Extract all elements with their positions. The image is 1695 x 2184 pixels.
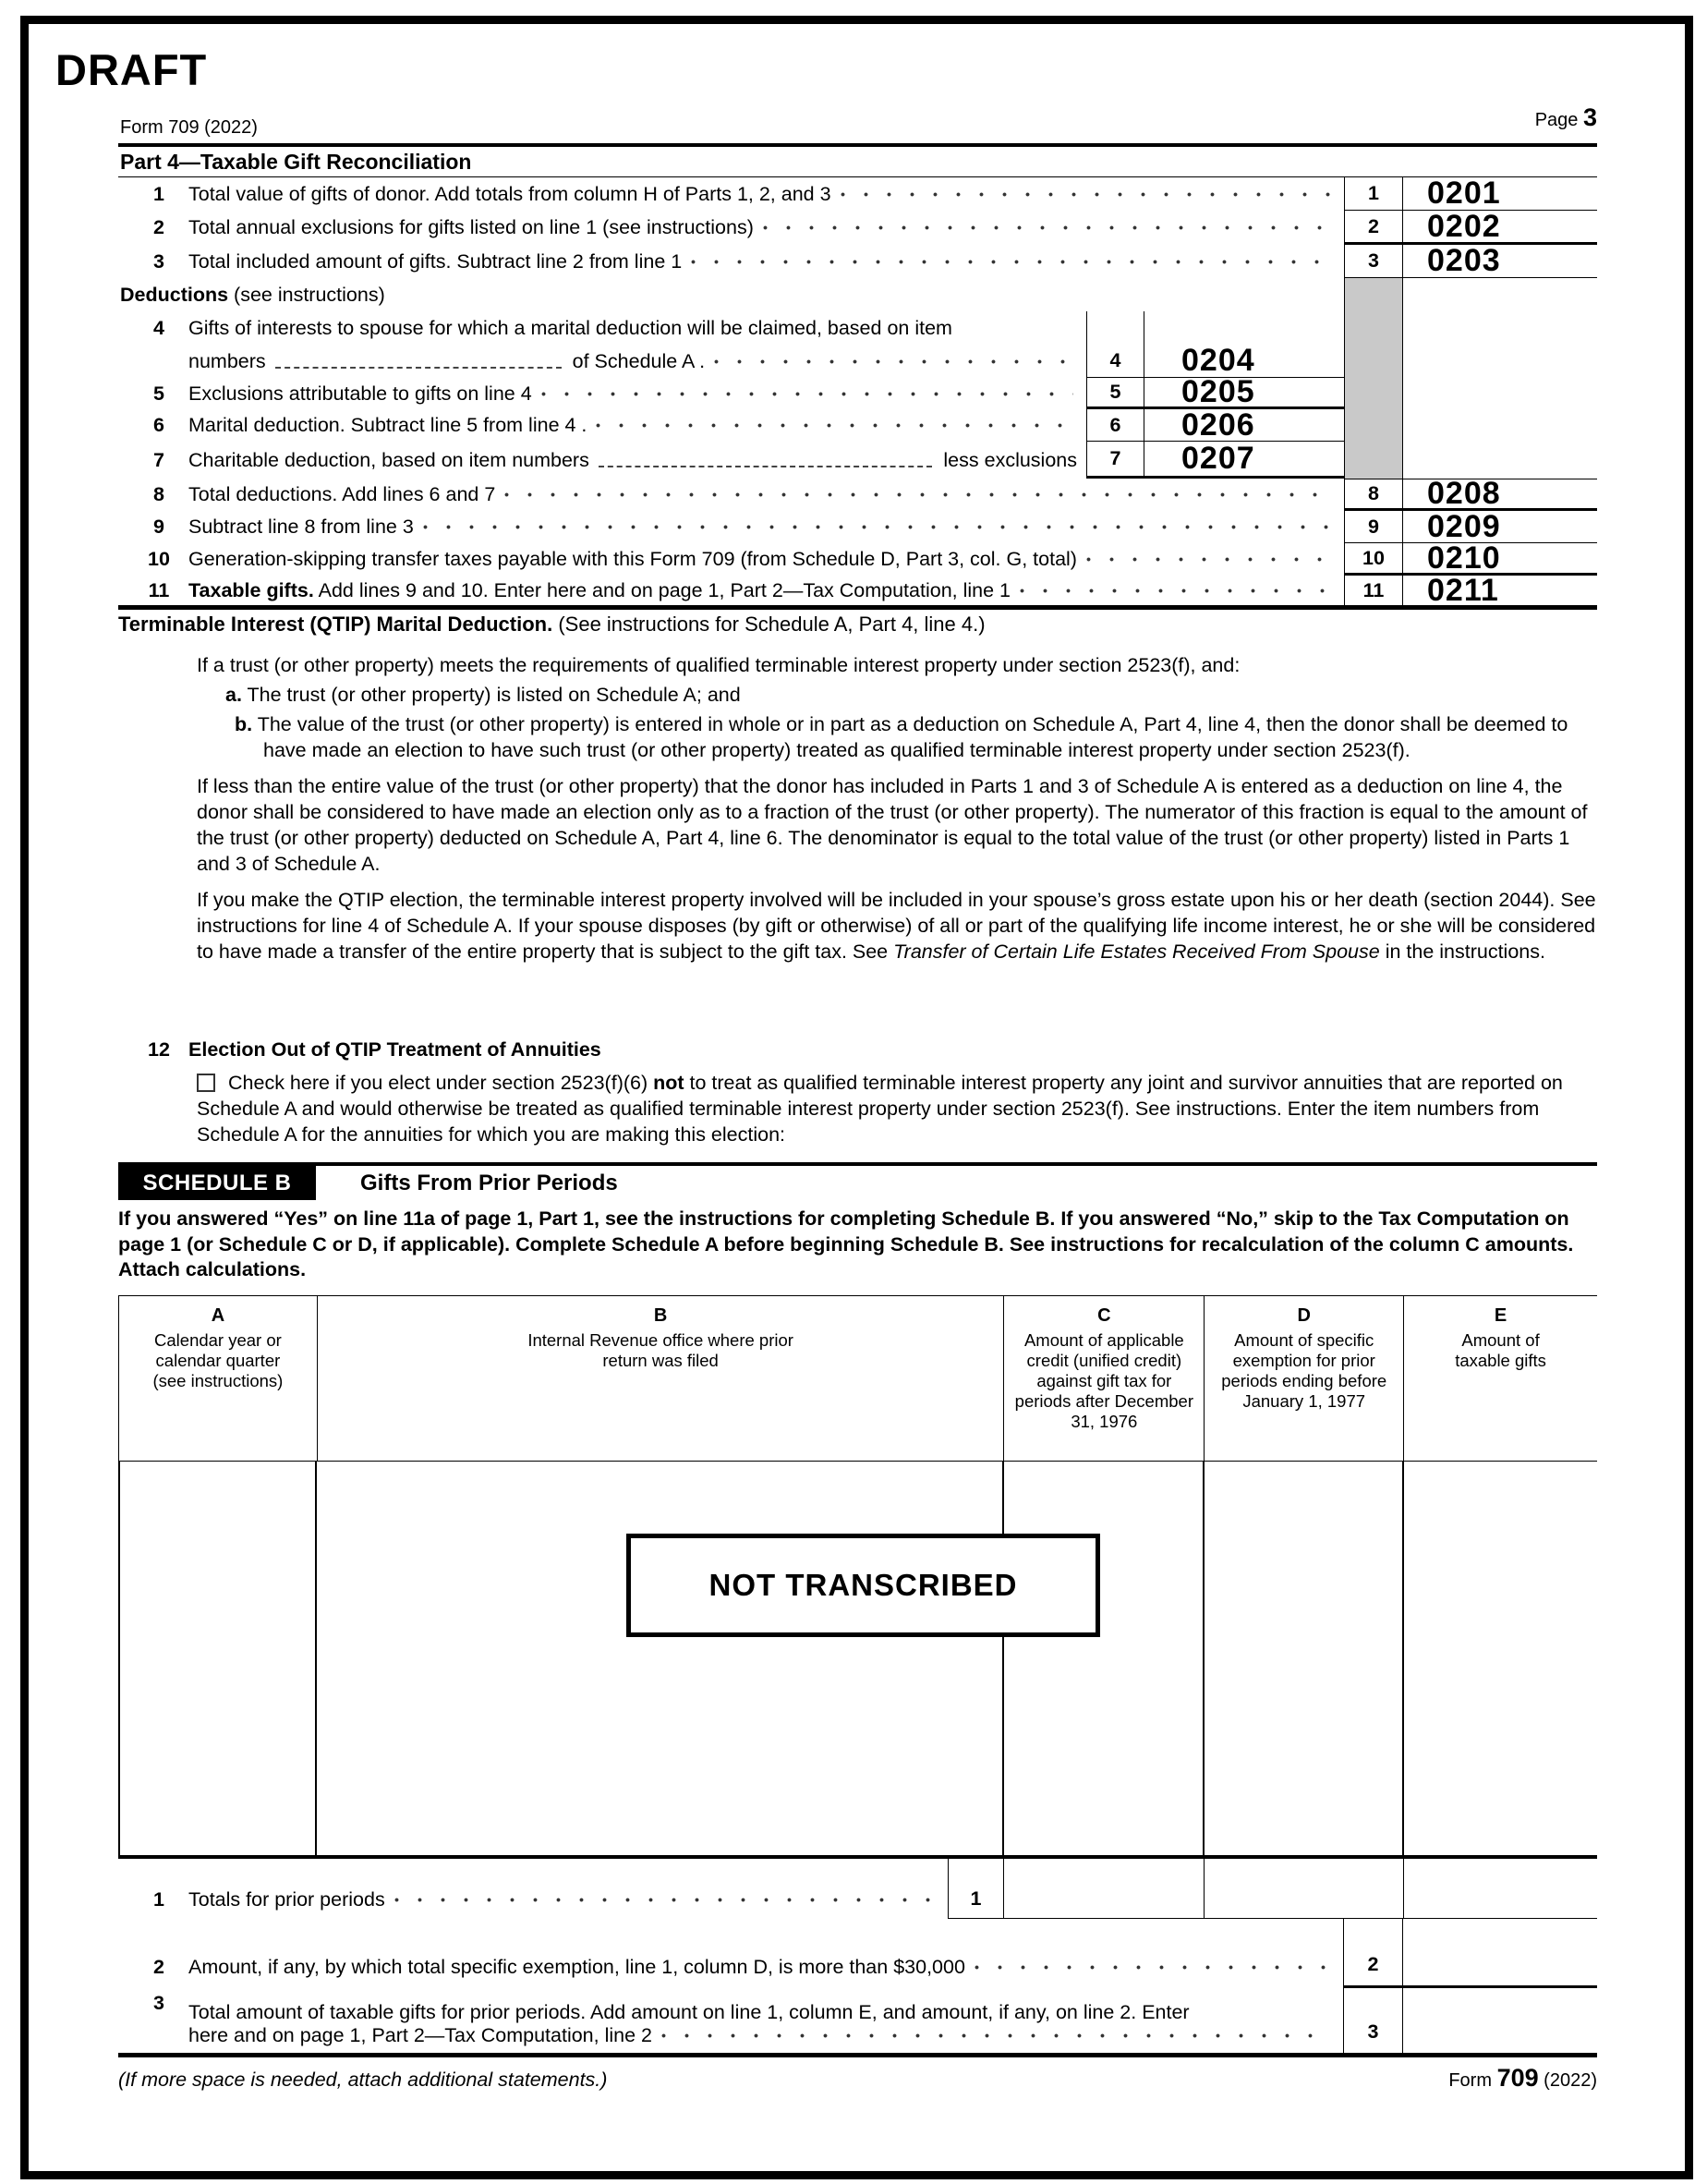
entry-cell-e[interactable]	[1403, 1919, 1597, 1988]
item-b-text: The value of the trust (or other property) is entered in whole or in part as a deduction on Schedule A, Part 4, line 4, then the donor shall be deemed to have made an election to have such trust (or other property) treated as qualified terminable interest property under section 2523(f).	[252, 713, 1568, 761]
column-letter: C	[1097, 1305, 1111, 1326]
line-label: Exclusions attributable to gifts on line 4	[188, 382, 532, 405]
entry-box-value	[1403, 208, 1597, 245]
item-b-marker: b.	[235, 713, 253, 735]
line-label: Marital deduction. Subtract line 5 from line 4 .	[188, 414, 587, 436]
shaded-cell	[1344, 378, 1403, 409]
schedule-b-header	[118, 1162, 1597, 1200]
entry-value: 0208	[1427, 476, 1501, 511]
not-transcribed-stamp: NOT TRANSCRIBED	[626, 1534, 1100, 1637]
line-label: Add lines 9 and 10. Enter here and on page 1, Part 2—Tax Computation, line 1	[313, 578, 1011, 601]
line-label: Generation-skipping transfer taxes payable with this Form 709 (from Schedule D, Part 3, col. G, total)	[188, 548, 1077, 570]
column-desc: Calendar year or calendar quarter (see instructions)	[152, 1330, 284, 1390]
shaded-cell	[1344, 278, 1403, 311]
entry-box-number: 9	[1344, 511, 1403, 543]
line12-heading: Election Out of QTIP Treatment of Annuities	[188, 1038, 601, 1061]
empty-cell	[1403, 345, 1597, 378]
page-word: Page	[1534, 110, 1579, 130]
inner-entry-box-value	[1144, 311, 1344, 345]
part4-line-5	[118, 374, 1597, 409]
inner-entry-box-value	[1144, 442, 1344, 479]
column-header-a	[119, 1296, 317, 1461]
entry-value: 0211	[1427, 572, 1499, 608]
entry-cell-d[interactable]	[1204, 1859, 1403, 1919]
inner-entry-box-number: 4	[1086, 345, 1144, 378]
qtip-paragraph-3-end: in the instructions.	[1379, 940, 1545, 963]
table-body	[118, 1462, 1597, 1855]
page-footer	[118, 2064, 1597, 2093]
shaded-cell	[1344, 311, 1403, 345]
line-number: 2	[153, 216, 164, 238]
part4-line-10	[118, 540, 1597, 576]
item-numbers-blank[interactable]	[599, 466, 933, 467]
line-label: of Schedule A .	[572, 349, 706, 372]
schedule-b-line-2	[118, 1919, 1597, 1988]
line-number: 12	[148, 1038, 170, 1061]
schedule-b-title: Gifts From Prior Periods	[360, 1170, 618, 1195]
line-number: 8	[153, 483, 164, 505]
line-number: 5	[153, 382, 164, 405]
table-rule	[315, 1462, 317, 1855]
shaded-cell	[1344, 409, 1403, 442]
entry-cell-c[interactable]	[1003, 1859, 1204, 1919]
line-label: Amount, if any, by which total specific exemption, line 1, column D, is more than $30,000	[188, 1956, 965, 1978]
form-id: Form 709 (2022)	[120, 117, 258, 138]
dot-leaders	[763, 224, 1331, 231]
line-number: 4	[153, 316, 164, 339]
line-number: 11	[148, 578, 170, 601]
line-number: 10	[148, 548, 170, 570]
table-rule	[1203, 1462, 1205, 1855]
entry-box-value	[1403, 245, 1597, 278]
line-label: here and on page 1, Part 2—Tax Computation, line 2	[188, 2024, 652, 2046]
schedule-b-table	[118, 1295, 1597, 2057]
dot-leaders	[691, 259, 1331, 265]
part4-line-4-entry	[118, 345, 1597, 378]
line-label-bold: Taxable gifts.	[188, 578, 314, 601]
column-desc: Amount of taxable gifts	[1455, 1330, 1546, 1370]
item-numbers-blank[interactable]	[275, 367, 562, 369]
entry-box-value	[1403, 476, 1597, 511]
column-desc: Amount of applicable credit (unified credit) against gift tax for periods after December 31, 1976	[1014, 1330, 1193, 1431]
entry-value: 0202	[1427, 208, 1501, 244]
line-number: 1	[153, 182, 164, 205]
shaded-cell	[1344, 442, 1403, 479]
entry-value: 0201	[1427, 176, 1501, 211]
line-label: Total deductions. Add lines 6 and 7	[188, 483, 496, 505]
column-letter: B	[653, 1305, 668, 1326]
part4-line-9	[118, 508, 1597, 544]
entry-box-value	[1403, 177, 1597, 211]
footer-form-number: 709	[1496, 2064, 1539, 2092]
column-letter: D	[1297, 1305, 1311, 1326]
qtip-paragraph-3-text: If you make the QTIP election, the terminable interest property involved will be included in your spouse’s gross estate upon his or her death (section 2044). See instructions for line 4 of Schedule A. If your spouse disposes (by gift or otherwise) of all or part of the qualifying life income interest, he or she will be considered to have made a transfer of the entire property that is subject to the gift tax. See	[197, 889, 1596, 963]
line-number: 1	[153, 1888, 164, 1911]
column-header-b	[317, 1296, 1004, 1461]
column-desc: Internal Revenue office where prior return was filed	[527, 1330, 793, 1370]
line12-heading-row	[118, 1037, 1597, 1062]
schedule-b-line-1	[118, 1855, 1597, 1919]
item-a-text: The trust (or other property) is listed on Schedule A; and	[241, 684, 741, 706]
part4-title: Part 4—Taxable Gift Reconciliation	[118, 143, 1597, 177]
deductions-heading	[118, 284, 1344, 307]
entry-box-number: 10	[1344, 543, 1403, 576]
column-header-c	[1003, 1296, 1204, 1461]
dot-leaders	[596, 422, 1073, 429]
schedule-b-line-3	[118, 1988, 1597, 2053]
qtip-heading-bold: Terminable Interest (QTIP) Marital Deduction.	[118, 613, 553, 636]
inner-entry-box-number: 5	[1086, 378, 1144, 409]
qtip-election-checkbox[interactable]	[197, 1074, 215, 1092]
part4-line-3	[118, 245, 1597, 278]
qtip-item-a	[118, 682, 1597, 708]
entry-box-number: 3	[1343, 1988, 1403, 2053]
part4-line-1	[118, 177, 1597, 211]
entry-box-number: 3	[1344, 245, 1403, 278]
qtip-heading	[118, 612, 1597, 637]
page-number	[1535, 103, 1597, 132]
entry-box-number: 2	[1343, 1919, 1403, 1988]
line-label: Charitable deduction, based on item numbers	[188, 448, 589, 471]
table-rule	[1402, 1462, 1404, 1855]
part4-line-11	[118, 572, 1597, 608]
entry-value: 0206	[1181, 406, 1255, 443]
entry-cell-e[interactable]	[1403, 1859, 1597, 1919]
part4-line-2	[118, 208, 1597, 245]
entry-box-number: 8	[1344, 479, 1403, 511]
part4-line-7	[118, 442, 1597, 479]
qtip-section	[118, 612, 1597, 965]
dot-leaders	[714, 358, 1073, 365]
part4-section	[118, 143, 1597, 610]
line-number: 3	[153, 249, 164, 273]
schedule-b-section	[118, 1162, 1597, 1283]
column-letter: E	[1494, 1305, 1507, 1326]
inner-entry-box-number: 6	[1086, 409, 1144, 442]
draft-watermark: DRAFT	[55, 45, 208, 94]
dot-leaders	[1086, 556, 1331, 563]
line-number: 9	[153, 516, 164, 538]
part4-line-6	[118, 406, 1597, 443]
footer-form-year: (2022)	[1538, 2070, 1597, 2091]
empty-cell	[1403, 442, 1597, 479]
dot-leaders	[841, 191, 1331, 198]
entry-box-number: 1	[948, 1859, 1003, 1919]
line-number: 7	[153, 448, 164, 471]
item-a-marker: a.	[225, 684, 242, 706]
dot-leaders	[423, 524, 1331, 530]
table-header-row	[118, 1295, 1597, 1462]
dot-leaders	[1020, 588, 1331, 594]
entry-value: 0207	[1181, 441, 1255, 476]
column-letter: A	[211, 1305, 225, 1326]
line12-text-pre: Check here if you elect under section 2523(f)(6)	[228, 1072, 654, 1094]
line-label: Total annual exclusions for gifts listed on line 1 (see instructions)	[188, 216, 754, 238]
qtip-paragraph-2: If less than the entire value of the trust (or other property) that the donor has included in Parts 1 and 3 of Schedule A is entered as a deduction on line 4, the donor shall be considered to have made an election only as to a fraction of the trust (or other property). The numerator of this fraction is equal to the amount of the trust (or other property) deducted on Schedule A, Part 4, line 6. The denominator is equal to the total value of the trust (or other property) listed in Parts 1 and 3 of Schedule A.	[197, 775, 1588, 875]
entry-box-number: 11	[1344, 576, 1403, 605]
page-number-value: 3	[1582, 103, 1597, 131]
inner-entry-box-number: 7	[1086, 442, 1144, 479]
line-label: Total included amount of gifts. Subtract line 2 from line 1	[188, 249, 683, 273]
line12-section	[118, 1037, 1597, 1147]
empty-cell	[1403, 409, 1597, 442]
column-desc: Amount of specific exemption for prior periods ending before January 1, 1977	[1221, 1330, 1387, 1411]
deductions-heading-row	[118, 278, 1597, 311]
footer-form-id	[1448, 2064, 1597, 2093]
line-label: Subtract line 8 from line 3	[188, 516, 414, 538]
empty-cell	[1403, 378, 1597, 409]
schedule-b-intro: If you answered “Yes” on line 11a of page 1, Part 1, see the instructions for completing Schedule B. If you answered “No,” skip to the Tax Computation on page 1 (or Schedule C or D, if applicable). Complete Schedule A before beginning Schedule B. See instructions for recalculation of the column C amounts. Attach calculations.	[118, 1207, 1574, 1280]
line12-text-post: to treat as qualified terminable interest property any joint and survivor annuities that are reported on Schedule A and would otherwise be treated as qualified terminable interest property under section 2523(f). See instructions. Enter the item numbers from Schedule A for the annuities for which you are making this election:	[197, 1072, 1563, 1146]
entry-value: 0209	[1427, 508, 1501, 544]
entry-value: 0210	[1427, 540, 1501, 576]
entry-value: 0203	[1427, 243, 1501, 278]
table-rule	[1002, 1462, 1004, 1855]
dot-leaders	[975, 1964, 1330, 1971]
line-label: Totals for prior periods	[188, 1888, 385, 1911]
entry-box-number: 2	[1344, 211, 1403, 245]
entry-value: 0205	[1181, 374, 1255, 409]
inner-entry-box-number	[1086, 311, 1144, 345]
entry-box-value	[1403, 540, 1597, 576]
line-number: 2	[153, 1956, 164, 1978]
dot-leaders	[394, 1897, 935, 1903]
qtip-heading-rest: (See instructions for Schedule A, Part 4, line 4.)	[552, 613, 986, 636]
entry-box-value	[1403, 572, 1597, 608]
qtip-paragraph-3-italic: Transfer of Certain Life Estates Received From Spouse	[893, 940, 1380, 963]
inner-entry-box-value	[1144, 345, 1344, 378]
empty-cell	[1403, 278, 1597, 311]
part4-line-4-text	[118, 311, 1597, 345]
empty-cell	[1403, 311, 1597, 345]
inner-entry-box-value	[1144, 406, 1344, 443]
part4-line-8	[118, 476, 1597, 511]
qtip-item-b	[118, 711, 1597, 763]
line-number: 6	[153, 414, 164, 436]
shaded-cell	[1344, 345, 1403, 378]
line-label: numbers	[188, 349, 266, 372]
dot-leaders	[541, 391, 1073, 397]
dot-leaders	[661, 2032, 1330, 2039]
entry-value: 0204	[1181, 343, 1255, 378]
line12-text-bold: not	[653, 1072, 684, 1094]
line-label: Total value of gifts of donor. Add totals from column H of Parts 1, 2, and 3	[188, 182, 831, 205]
deductions-heading-bold: Deductions	[120, 283, 229, 306]
line-label: Gifts of interests to spouse for which a marital deduction will be claimed, based on item	[188, 316, 952, 339]
entry-box-number: 1	[1344, 177, 1403, 211]
schedule-b-label: SCHEDULE B	[118, 1166, 316, 1200]
dot-leaders	[504, 491, 1331, 498]
line-label: Total amount of taxable gifts for prior periods. Add amount on line 1, column E, and amount, if any, on line 2. Enter	[188, 2001, 1190, 2023]
column-header-d	[1204, 1296, 1403, 1461]
table-rule	[118, 1462, 120, 1855]
column-header-e	[1403, 1296, 1597, 1461]
footer-note: (If more space is needed, attach additional statements.)	[118, 2069, 608, 2091]
inner-entry-box-value	[1144, 374, 1344, 409]
qtip-paragraph-1: If a trust (or other property) meets the requirements of qualified terminable interest property under section 2523(f), and:	[197, 654, 1241, 676]
qtip-paragraph-3	[118, 887, 1597, 965]
entry-cell-e[interactable]	[1403, 1988, 1597, 2053]
entry-box-value	[1403, 508, 1597, 544]
line-number: 3	[153, 1992, 164, 2014]
deductions-heading-rest: (see instructions)	[228, 283, 385, 306]
footer-form-word: Form	[1448, 2070, 1497, 2091]
line-label: less exclusions	[943, 448, 1077, 471]
line12-text	[118, 1070, 1597, 1147]
